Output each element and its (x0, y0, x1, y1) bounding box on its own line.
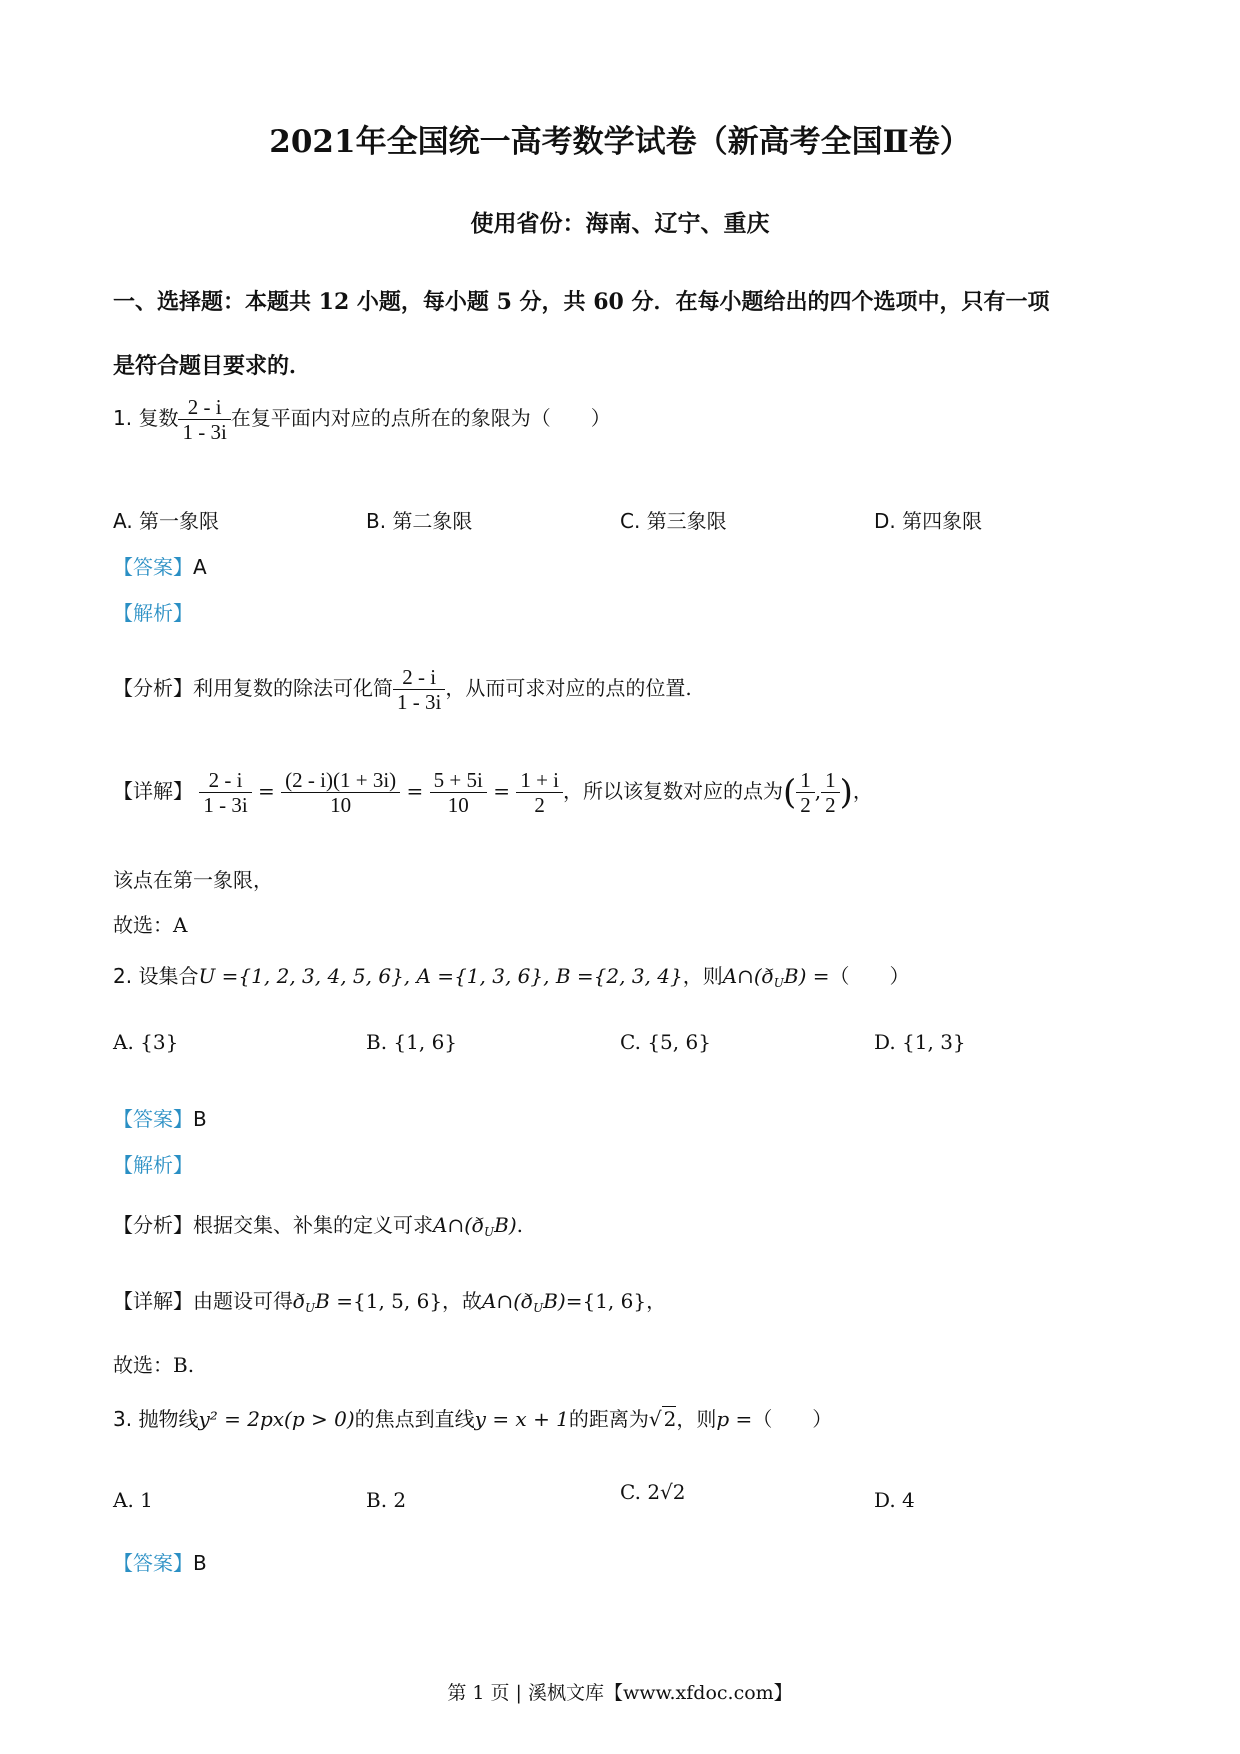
option-d: D. 第四象限 (874, 509, 983, 533)
analysis-tag: 【解析】 (113, 1153, 193, 1177)
option-c: C. {5, 6} (620, 1030, 711, 1054)
fraction: $\frac{2 - i}{1 - 3i}$ (178, 395, 230, 444)
question-1 (113, 395, 611, 444)
answer-line: 【答案】B (113, 1551, 207, 1575)
question-number: 2. (113, 964, 139, 988)
parabola-equation: y² = 2px(p > 0) (198, 1407, 355, 1431)
fenxi-line: 【分析】根据交集、补集的定义可求$A\cap(ð_UB)$. (113, 1213, 524, 1239)
option-a: A. {3} (113, 1030, 179, 1054)
option-b: B. {1, 6} (366, 1030, 458, 1054)
page-footer: 第 1 页 | 溪枫文库【www.xfdoc.com】 (447, 1682, 793, 1704)
section-heading-line1: 一、选择题：本题共 12 小题，每小题 5 分，共 60 分．在每小题给出的四个选项中，只有一项 (113, 289, 1050, 315)
page-subtitle: 使用省份：海南、辽宁、重庆 (470, 210, 770, 237)
answer-line: 【答案】B (113, 1107, 207, 1131)
fraction: $\frac{2 - i}{1 - 3i}$ (393, 665, 445, 714)
option-d: D. 4 (874, 1488, 915, 1512)
option-b: B. 第二象限 (366, 509, 473, 533)
xiangjie-line: 【详解】由题设可得$ð_UB =\{1$, 5, 6}，故$A\cap(ð_UB)=\{1$, 6}， (113, 1289, 667, 1315)
question-2: 2. 设集合U ={1, 2, 3, 4, 5, 6}, A ={1, 3, 6}, B ={2, 3, 4}，则$A\cap(ð_UB)$ =（ ） (113, 964, 910, 990)
fraction: $\frac{1}{2}$ (796, 768, 815, 817)
option-c: C. 第三象限 (620, 509, 727, 533)
question-text-pre: 复数 (138, 406, 179, 431)
fraction: $\frac{5 + 5i}{10}$ (430, 768, 487, 817)
page-title: 2021年全国统一高考数学试卷（新高考全国Ⅱ卷） (269, 124, 971, 160)
question-3: 3. 抛物线y² = 2px(p > 0)的焦点到直线y = x + 1的距离为√ 2，则p =（ ） (113, 1407, 833, 1431)
option-a: A. 1 (113, 1488, 153, 1512)
answer-line: 【答案】A (113, 555, 207, 579)
option-b: B. 2 (366, 1488, 407, 1512)
fraction: $\frac{(2 - i)(1 + 3i)}{10}$ (281, 768, 400, 817)
section-heading-line2: 是符合题目要求的． (113, 353, 312, 379)
fraction: $\frac{1 + i}{2}$ (516, 768, 563, 817)
option-c: C. 2√2 (620, 1480, 686, 1504)
line-equation: y = x + 1 (474, 1407, 569, 1431)
fraction: $\frac{1}{2}$ (821, 768, 840, 817)
analysis-tag: 【解析】 (113, 601, 193, 625)
fraction: $\frac{2 - i}{1 - 3i}$ (199, 768, 251, 817)
q2-conclusion: 故选：B. (113, 1353, 195, 1377)
option-a: A. 第一象限 (113, 509, 220, 533)
xiangjie-line: 【详解】 $\frac{2 - i}{1 - 3i}$ = $\frac{(2 - i)(1 + 3i)}{10}$ = $\frac{5 + 5i}{10}$ = $\frac{1 + i}{2}$ ，所以该复数对应的点为( $\frac{1}{2}$ , $\frac{1}{2}$ )， (113, 768, 873, 818)
question-text-post: 在复平面内对应的点所在的象限为（ ） (230, 406, 611, 431)
question-number: 1. (113, 406, 139, 431)
question-number: 3. (113, 1407, 139, 1431)
complement-expression: $A\cap(ð_UB)$ = (722, 964, 830, 990)
option-d: D. {1, 3} (874, 1030, 966, 1054)
q1-line2: 该点在第一象限， (113, 868, 273, 892)
q1-conclusion: 故选：A (113, 913, 188, 937)
fenxi-line: 【分析】利用复数的除法可化简 $\frac{2 - i}{1 - 3i}$ ，从而可求对应的点的位置. (113, 665, 692, 715)
sets-expression: U ={1, 2, 3, 4, 5, 6}, A ={1, 3, 6}, B ={2, 3, 4} (198, 964, 683, 988)
